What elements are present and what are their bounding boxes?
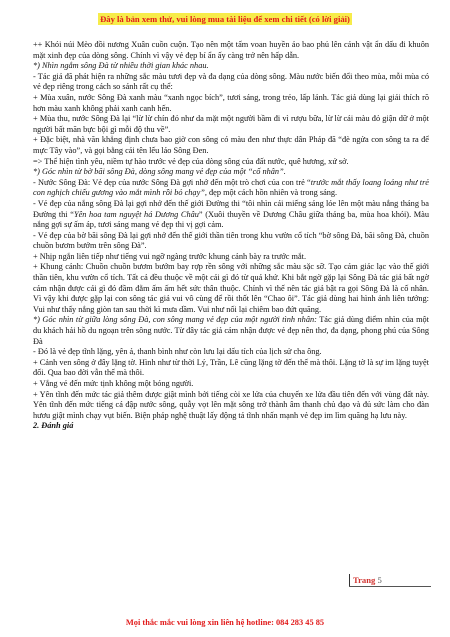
paragraph: + Yên tĩnh đến mức tác giả thêm được giật mình bởi tiếng còi xe lửa của chuyến xe lửa đầu tiên đến với vùng đất này. Yên tĩnh đến mức tiếng cá đập nước sông, quẫy vọt lên mặt sông trở thành âm thanh chủ đạo và đủ sức làm cho đàn hươu giật mình chạy vụt biến. Biện pháp nghệ thuật lấy động tả tĩnh nhấn mạnh vẻ đẹp im lìm quãng hạ lưu này. [33, 389, 429, 420]
paragraph: - Vẻ đẹp của bờ bãi sông Đà lại gợi nhớ đến thế giới thần tiên trong khu vườn cổ tích “bờ sông Đà, bãi sông Đà, chuồn chuồn bươm bướm trên sông Đà”. [33, 230, 429, 251]
page-number-label: Trang [353, 575, 376, 585]
preview-notice-header [0, 14, 450, 24]
paragraph [33, 178, 429, 199]
paragraph: + Nhịp ngắn liên tiếp như tiếng vui ngỡ ngàng trước khung cảnh bày ra trước mắt. [33, 251, 307, 261]
paragraph-segment: trước mắt thấy loang loáng như trẻ con nghịch chiếu gương vào mắt mình rồi bỏ chạy” [33, 177, 429, 198]
paragraph-segment: , đẹp một cách hồn nhiên và trong sáng. [204, 188, 338, 198]
paragraph: *) Nhìn ngắm sông Đà từ nhiều thời gian khác nhau. [33, 61, 209, 71]
paragraph: 2. Đánh giá [33, 421, 74, 431]
paragraph-segment: - Nước Sông Đà: Vẻ đẹp của nước Sông Đà gợi nhớ đến một trò chơi của con trẻ “ [33, 177, 311, 187]
page-number [349, 574, 382, 586]
paragraph: - Tác giả đã phát hiện ra những sắc màu tươi đẹp và đa dạng của dòng sông. Màu nước biến đổi theo mùa, mỗi mùa có vẻ đẹp riêng trong cách so sánh rất cụ thể: [33, 71, 429, 92]
paragraph: => Thể hiện tình yêu, niềm tự hào trước vẻ đẹp của dòng sông của đất nước, quê hương, xứ sở. [33, 156, 349, 166]
paragraph: + Mùa xuân, nước Sông Đà xanh màu “xanh ngọc bích”, tươi sáng, trong trẻo, lấp lánh. Tác giả dùng lại giải thích rõ hơn màu xanh không phải xanh canh hến. [33, 92, 429, 113]
paragraph [33, 199, 429, 231]
hotline-footer: Mọi thắc mắc vui lòng xin liên hệ hotline: 084 283 45 85 [125, 618, 325, 627]
paragraph [33, 315, 429, 347]
paragraph: *) Góc nhìn từ bờ bãi sông Đà, dòng sông mang vẻ đẹp của một “cố nhân”. [33, 167, 286, 177]
paragraph-segment: *) Góc nhìn từ giữa lòng sông Đà, con sông mang vẻ đẹp của một người tình nhân: [33, 315, 317, 325]
paragraph-segment: Yên hoa tam nguyệt há Dương Châu [73, 209, 199, 219]
paragraph: + Khung cảnh: Chuồn chuồn bươm bướm bay rợp rền sông với những sắc màu sặc sỡ. Tạo cảm giác lạc vào thế giới thần tiên, khu vườn cổ tích. Tất cả đều thuộc về một cái gì đó từ quá khứ. Khi bắt ngờ gặp lại Sông Đà tác giả bất ngờ cảm nhận được cái gì đó đầm đằm ấm ấm hết sức thân thuộc. Chính vì thế nên tác giả bật ra gọi Sông Đà là cố nhân. Vì vậy khi được gặp lại con sông tác giả vui vô cùng để rồi thốt lên “Chao ôi”. Tác giả dùng hai hình ảnh liên tưởng: Vui như thấy nắng giòn tan sau thời kì mưa dầm. Vui như nối lại chiêm bao đứt quãng. [33, 262, 429, 314]
paragraph: - Đó là vẻ đẹp tĩnh lặng, yên ả, thanh bình như còn lưu lại dấu tích của lịch sử cha ông. [33, 347, 322, 357]
page-number-value: 5 [377, 575, 382, 585]
paragraph-segment: ” (Xuôi thuyền về Dương Châu giữa tháng ba, mùa hoa khói). Màu nắng gợi sự ấm áp, tươi sáng mang vẻ đẹp thi vị gợi cảm. [33, 209, 430, 230]
paragraph: + Mùa thu, nước Sông Đà lại “lừ lừ chín đỏ như da mặt một người bầm đi vì rượu bữa, lừ lừ cái màu đỏ giận dữ ở một người bất mãn bực bội gì mỗi độ thu về”. [33, 114, 429, 134]
paragraph: + Cảnh ven sông ở đây lặng tờ. Hình như từ thời Lý, Trần, Lê cũng lặng tờ đến thế mà thôi. Lặng tờ là sự im lặng tuyệt đối. Qua bao đời vẫn thế mà thôi. [33, 357, 429, 378]
paragraph: + Vắng vẻ đến mức tịnh không một bóng người. [33, 379, 194, 388]
document-body [33, 40, 429, 432]
paragraph-segment: - Vẻ đẹp của nắng sông Đà lại gợi nhớ đến thế giới Đường thi “tôi nhìn cái miếng sáng lóe lên một màu nắng tháng ba Đường thi “ [33, 198, 429, 219]
paragraph-segment: Tác giả dùng điểm nhìn của một du khách hải hồ du ngoạn trên sông nước. Từ đây tác giả cảm nhận được vẻ đẹp nên thơ, đa dạng, phong phú của Sông Đà [33, 315, 429, 346]
paragraph: ++ Khói núi Mèo đồi nương Xuân cuồn cuộn. Tạo nên một tấm voan huyền ảo bao phủ lên cảnh vật ẩn dấu đi khuôn mặt xinh đẹp của dòng sông. Chính vì vậy vẻ đẹp bí ẩn ấy càng trở nên hấp dẫn. [33, 40, 429, 60]
page-number-rule [349, 586, 431, 587]
paragraph: + Đặc biệt, nhà văn khẳng định chưa bao giờ con sông có màu đen như thực dân Pháp đã “đè ngửa con sông ta ra để mực Tây vào”, và gọi bằng cái tên lếu láo Sông Đen. [33, 135, 429, 155]
preview-notice-text: Đây là bản xem thử, vui lòng mua tài liệu để xem chi tiết (có lời giải) [100, 14, 350, 24]
